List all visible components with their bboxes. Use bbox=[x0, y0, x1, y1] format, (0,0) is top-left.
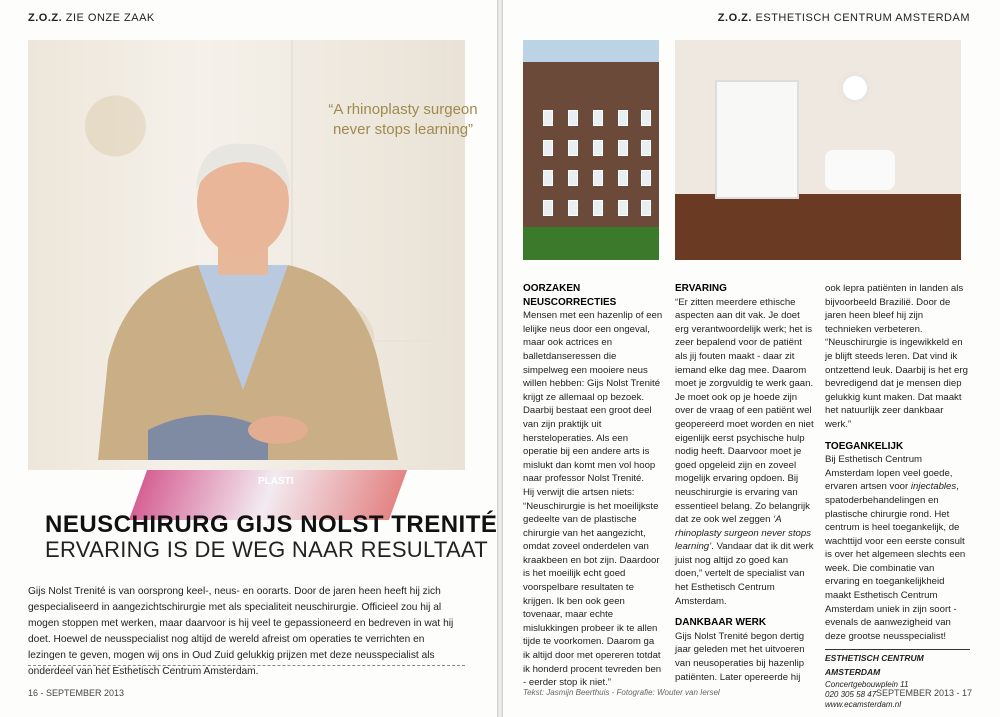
column-1 bbox=[523, 282, 663, 690]
col1-paragraph-2: Hij verwijt die artsen niets: “Neuschirurgie is het moeilijkste gedeelte van de plastische chirurgie van het aangezicht, omdat zoveel onderdelen van kraakbeen en bot zijn. Daardoor is het moeilijk echt goed voorspelbare resultaten te krijgen. Ik ben ook geen tovenaar, maar echte mislukkingen probeer ik te allen tijde te voorkomen. Daarom ga ik altijd door met opereren totdat ik honderd procent tevreden ben - eerder stop ik niet.” bbox=[523, 486, 662, 689]
treatment-chair bbox=[825, 150, 895, 190]
col2-paragraph-2: Gijs Nolst Trenité begon dertig jaar geleden met het uitvoeren van neusoperaties bij hazenlip patiënten. Later opereerde hij bbox=[675, 630, 805, 683]
contact-address: Concertgebouwplein 11 bbox=[825, 679, 909, 689]
headline: NEUSCHIRURG GIJS NOLST TRENITÉ bbox=[45, 511, 498, 538]
heading-dankbaar-werk: DANKBAAR WERK bbox=[675, 617, 767, 629]
column-3 bbox=[825, 282, 970, 710]
photo-credit: Tekst: Jasmijn Beerthuis - Fotografie: Wouter van Iersel bbox=[523, 688, 720, 697]
column-2 bbox=[675, 282, 815, 684]
contact-phone: 020 305 58 47 bbox=[825, 689, 877, 699]
col3-paragraph-2: Bij Esthetisch Centrum Amsterdam lopen veel goede, ervaren artsen voor injectables, spatoderbehandelingen en plastische chirurgie rond. Het centrum is heel toegankelijk, de wachttijd voor een eerste consult is over het algemeen slechts een week. Die combinatie van ervaring en toegankelijkheid maakt Esthetisch Centrum Amsterdam uniek in zijn soort - evenals de aanwezigheid van deze grootse neusspecialist! bbox=[825, 454, 966, 642]
building-photo bbox=[523, 40, 659, 260]
intro-paragraph: Gijs Nolst Trenité is van oorsprong keel-, neus- en oorarts. Door de jaren heen heeft hij zich gespecialiseerd in aangezichtschirurgie met als specialiteit neuschirurgie. Officieel zou hij al mogen stoppen met werken, maar daarvoor is hij veel te gepassioneerd en bedreven in wat hij doet. Hoewel de neusspecialist nog altijd de wereld afreist om operaties te verrichten en lezingen te geven, mogen wij ons in Oud Zuid gelukkig prijzen met deze neusspecialist als onderdeel van het Esthetisch Centrum Amsterdam. bbox=[28, 586, 454, 677]
col1-paragraph-1: Mensen met een hazenlip of een lelijke neus door een ongeval, maar ook actrices en balletdanseressen die simpelweg een mooiere neus willen hebben: Gijs Nolst Trenité krijgt ze allemaal op bezoek. Daarbij bestaat een groot deel van zijn praktijk uit hersteloperaties. Als een operatie bij een andere arts is mislukt dan komt men vol hoop naar professor Nolst Trenité. bbox=[523, 310, 663, 485]
col2-paragraph-1: “Er zitten meerdere ethische aspecten aan dit vak. Je doet erg verantwoordelijk werk; het is zeer bepalend voor de patiënt als jij fouten maakt - daar zit iemand elke dag mee. Daarom moet je zorgvuldig te werk gaan. Je moet ook op je hoede zijn over de vraag of een patiënt wel geopereerd moet worden en niet eigenlijk eerst psychische hulp nodig heeft. Daarvoor moet je goed opgeleid zijn en zoveel mogelijk ervaring opdoen. Bij neuschirurgie is ervaring van essentieel belang. Zo belangrijk dat ze ook wel zeggen ‘A rhinoplasty surgeon never stops learning’. Vandaar dat ik dit werk juist nog altijd zo goed kan doen,” vertelt de specialist van het Esthetisch Centrum Amsterdam. bbox=[675, 296, 814, 607]
contact-website: www.ecamsterdam.nl bbox=[825, 699, 902, 709]
section-header-left: Z.O.Z. ZIE ONZE ZAAK bbox=[28, 12, 155, 24]
magazine-cover-text: PLASTI bbox=[258, 476, 294, 487]
french-door bbox=[715, 80, 799, 199]
heading-toegankelijk: TOEGANKELIJK bbox=[825, 440, 904, 452]
contact-name: ESTHETISCH CENTRUM AMSTERDAM bbox=[825, 649, 970, 679]
section-header-right: Z.O.Z. ESTHETISCH CENTRUM AMSTERDAM bbox=[717, 12, 970, 24]
right-page bbox=[503, 0, 1000, 717]
left-page bbox=[0, 0, 497, 717]
page-number-left: 16 - SEPTEMBER 2013 bbox=[28, 688, 125, 698]
pull-quote: “A rhinoplasty surgeon never stops learning” bbox=[328, 101, 478, 138]
dashed-divider bbox=[28, 665, 465, 666]
subheadline: ERVARING IS DE WEG NAAR RESULTAAT bbox=[45, 537, 489, 562]
surgeon-figure bbox=[68, 130, 418, 460]
heading-oorzaken: OORZAKEN NEUSCORRECTIES bbox=[523, 283, 617, 308]
page-number-right: SEPTEMBER 2013 - 17 bbox=[875, 688, 972, 698]
col3-paragraph-1: ook lepra patiënten in landen als bijvoorbeeld Brazilië. Door de jaren heen bleef hij zijn technieken verbeteren. “Neuschirurgie is ingewikkeld en je blijft steeds leren. Dat vind ik ontzettend leuk. Daarbij is het erg bevredigend dat je mensen diep gelukkig kunt maken. Dat maakt het natuurlijk zeer dankbaar werk.” bbox=[825, 283, 968, 430]
pendant-lamp bbox=[843, 76, 867, 100]
heading-ervaring: ERVARING bbox=[675, 283, 727, 294]
clinic-room-photo bbox=[675, 40, 961, 260]
portrait-photo bbox=[28, 40, 478, 487]
